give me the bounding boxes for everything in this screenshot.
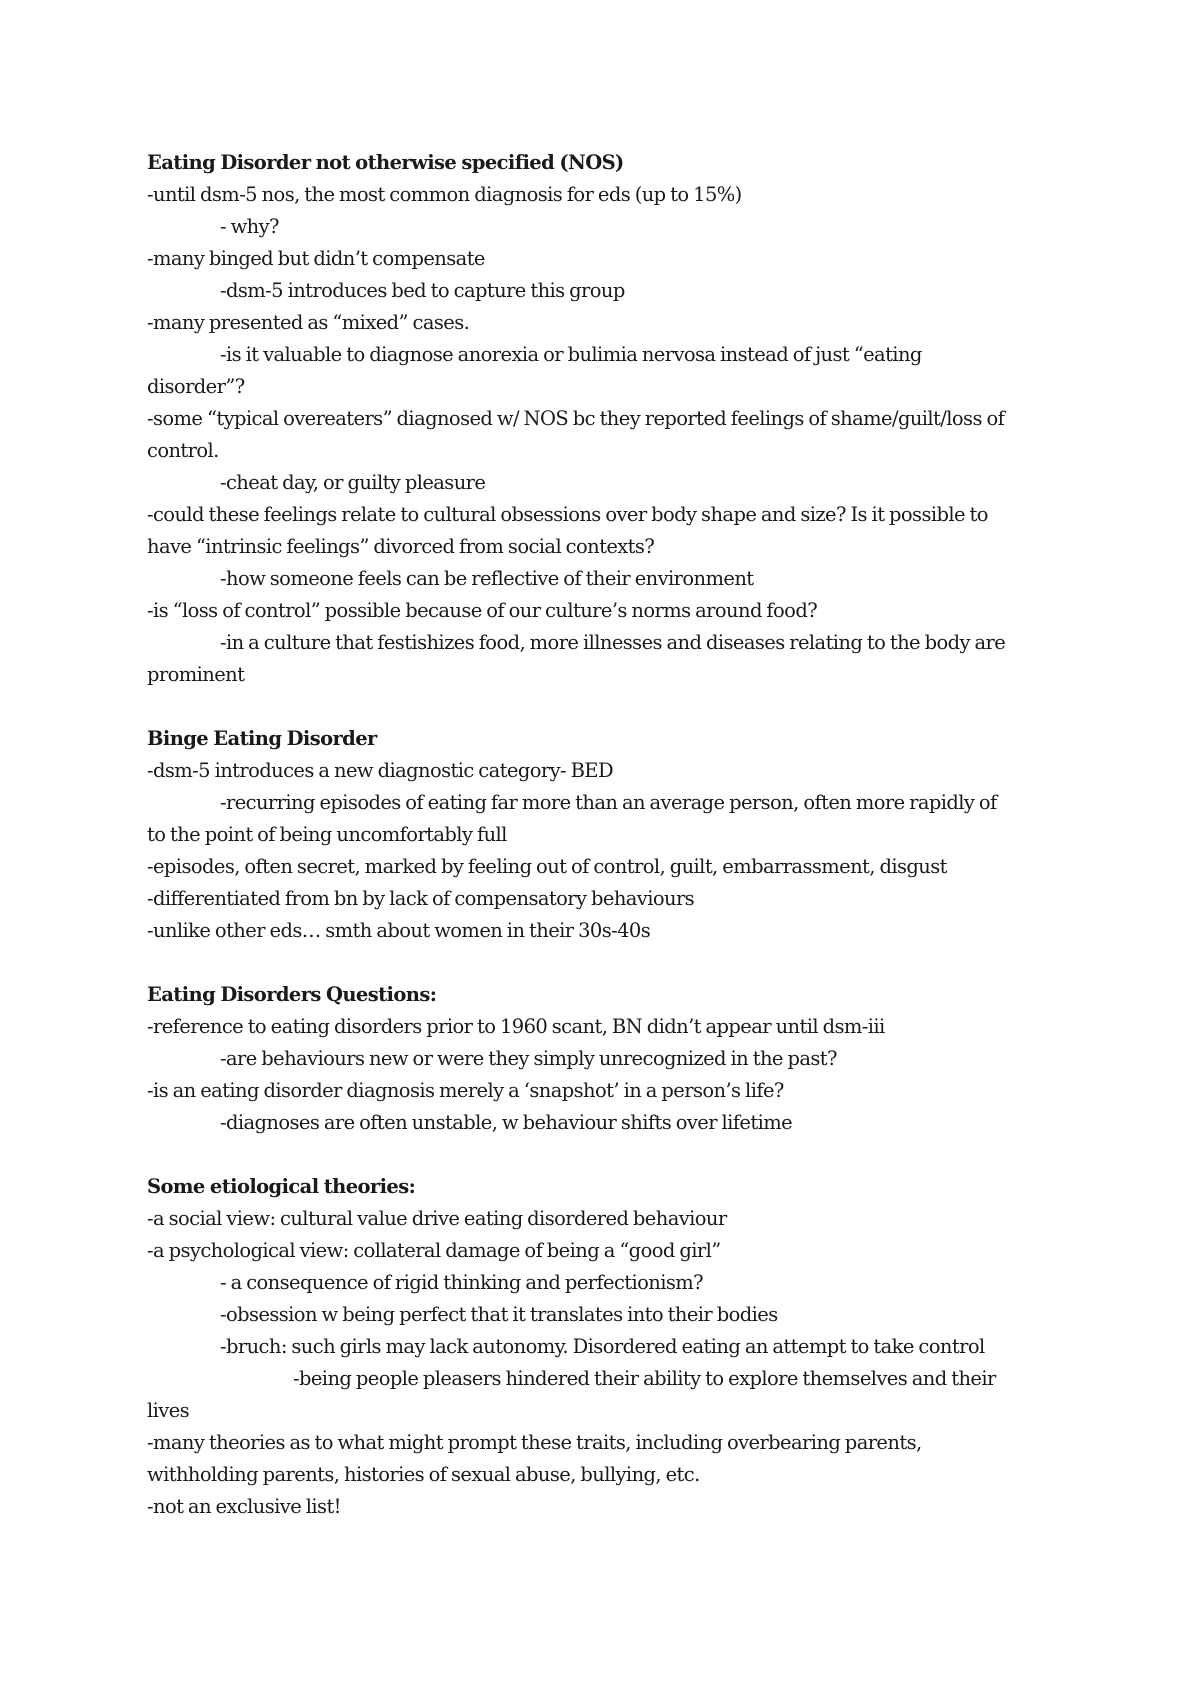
note-line: -bruch: such girls may lack autonomy. Disordered eating an attempt to take control [220,1335,985,1358]
section-heading: Eating Disorders Questions: [147,983,437,1006]
section-nos [147,147,1077,691]
note-line: prominent [147,663,245,686]
section-questions [147,979,1077,1139]
document-page [147,147,1077,1523]
note-line: -reference to eating disorders prior to 1960 scant, BN didn’t appear until dsm-iii [147,1015,885,1038]
note-line: -could these feelings relate to cultural obsessions over body shape and size? Is it possible to [147,503,988,526]
note-line: -is an eating disorder diagnosis merely a ‘snapshot’ in a person’s life? [147,1079,784,1102]
note-line: -unlike other eds… smth about women in their 30s-40s [147,919,651,942]
section-spacer [147,691,1077,723]
note-line: -obsession w being perfect that it translates into their bodies [220,1303,778,1326]
note-line: to the point of being uncomfortably full [147,823,507,846]
section-heading: Eating Disorder not otherwise specified (NOS) [147,151,624,174]
section-spacer [147,947,1077,979]
note-line: -is “loss of control” possible because of our culture’s norms around food? [147,599,818,622]
note-line: lives [147,1399,190,1422]
note-line: withholding parents, histories of sexual abuse, bullying, etc. [147,1463,700,1486]
note-line: -are behaviours new or were they simply unrecognized in the past? [220,1047,837,1070]
note-line: -is it valuable to diagnose anorexia or bulimia nervosa instead of just “eating [220,343,922,366]
note-line: - why? [220,215,279,238]
note-line: -dsm-5 introduces a new diagnostic category- BED [147,759,613,782]
section-spacer [147,1139,1077,1171]
section-heading: Binge Eating Disorder [147,727,377,750]
section-bed [147,723,1077,947]
note-line: - a consequence of rigid thinking and perfectionism? [220,1271,704,1294]
note-line: -how someone feels can be reflective of their environment [220,567,754,590]
note-line: -being people pleasers hindered their ability to explore themselves and their [293,1367,996,1390]
note-line: -in a culture that festishizes food, more illnesses and diseases relating to the body are [220,631,1006,654]
note-line: -differentiated from bn by lack of compensatory behaviours [147,887,695,910]
note-line: -a social view: cultural value drive eating disordered behaviour [147,1207,727,1230]
note-line: -not an exclusive list! [147,1495,341,1518]
note-line: -recurring episodes of eating far more than an average person, often more rapidly of [220,791,997,814]
note-line: disorder”? [147,375,245,398]
note-line: -diagnoses are often unstable, w behaviour shifts over lifetime [220,1111,793,1134]
note-line: -dsm-5 introduces bed to capture this group [220,279,625,302]
note-line: -many presented as “mixed” cases. [147,311,470,334]
note-line: -some “typical overeaters” diagnosed w/ NOS bc they reported feelings of shame/guilt/loss of [147,407,1005,430]
section-heading: Some etiological theories: [147,1175,416,1198]
note-line: have “intrinsic feelings” divorced from social contexts? [147,535,655,558]
note-line: -cheat day, or guilty pleasure [220,471,486,494]
note-line: -until dsm-5 nos, the most common diagnosis for eds (up to 15%) [147,183,742,206]
note-line: -episodes, often secret, marked by feeling out of control, guilt, embarrassment, disgust [147,855,947,878]
note-line: -a psychological view: collateral damage of being a “good girl” [147,1239,721,1262]
note-line: -many theories as to what might prompt these traits, including overbearing parents, [147,1431,922,1454]
note-line: control. [147,439,219,462]
section-etiological [147,1171,1077,1523]
note-line: -many binged but didn’t compensate [147,247,485,270]
